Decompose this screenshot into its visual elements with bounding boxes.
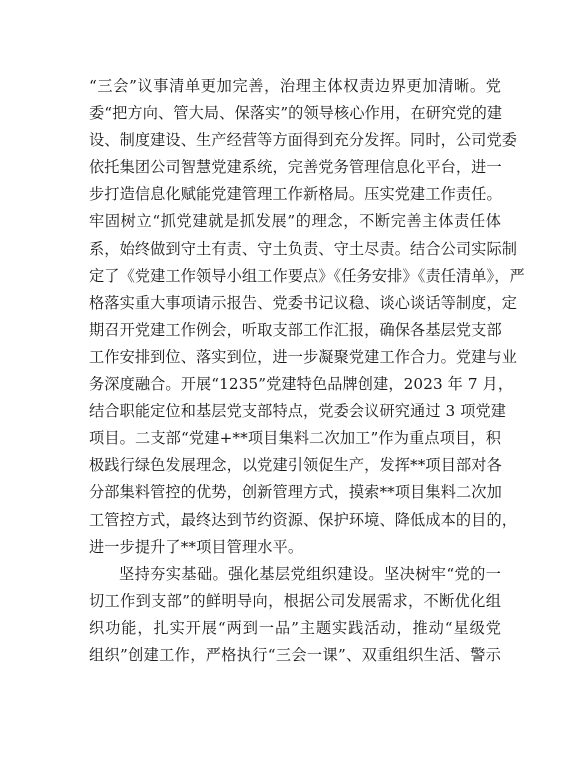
paragraph-1-line: 格落实重大事项请示报告、党委书记议稳、谈心谈话等制度，定 xyxy=(89,293,518,312)
paragraph-1-line: 务深度融合。开展“1235”党建特色品牌创建，2023 年 7 月， xyxy=(89,375,514,394)
paragraph-2 xyxy=(89,561,501,669)
paragraph-1-line: 分部集料管控的优势，创新管理方式，摸索**项目集料二次加 xyxy=(89,483,502,502)
paragraph-1-line: 工作安排到位、落实到位，进一步凝聚党建工作合力。党建与业 xyxy=(89,347,518,366)
paragraph-1-line: 牢固树立“抓党建就是抓发展”的理念，不断完善主体责任体 xyxy=(89,212,501,231)
paragraph-1-line: 委“把方向、管大局、保落实”的领导核心作用，在研究党的建 xyxy=(89,104,503,123)
paragraph-1-line: 极践行绿色发展理念，以党建引领促生产，发挥**项目部对各 xyxy=(89,456,502,475)
paragraph-2-line: 组织”创建工作，严格执行“三会一课”、双重组织生活、警示 xyxy=(89,646,501,665)
paragraph-1-line: 工管控方式，最终达到节约资源、保护环境、降低成本的目的， xyxy=(89,510,518,529)
paragraph-1-line: 设、制度建设、生产经营等方面得到充分发挥。同时，公司党委 xyxy=(89,131,518,150)
paragraph-2-line: 坚持夯实基础。强化基层党组织建设。坚决树牢“党的一 xyxy=(119,565,501,583)
paragraph-1-line: 结合职能定位和基层党支部特点，党委会议研究通过 3 项党建 xyxy=(89,402,507,421)
paragraph-1 xyxy=(89,73,525,561)
paragraph-2-line: 织功能，扎实开展“两到一品”主题实践活动，推动“星级党 xyxy=(89,619,501,638)
paragraph-1-line: 步打造信息化赋能党建管理工作新格局。压实党建工作责任。 xyxy=(89,185,502,204)
paragraph-1-line: 期召开党建工作例会，听取支部工作汇报，确保各基层党支部 xyxy=(89,320,502,339)
paragraph-1-line: 定了《党建工作领导小组工作要点》《任务安排》《责任清单》，严 xyxy=(89,266,525,285)
paragraph-1-line: “三会”议事清单更加完善，治理主体权责边界更加清晰。党 xyxy=(89,77,501,95)
paragraph-1-line: 项目。二支部“党建+**项目集料二次加工”作为重点项目，积 xyxy=(89,429,501,448)
paragraph-1-line: 依托集团公司智慧党建系统，完善党务管理信息化平台，进一 xyxy=(89,158,502,177)
paragraph-2-line: 切工作到支部”的鲜明导向，根据公司发展需求，不断优化组 xyxy=(89,592,501,611)
paragraph-1-line: 进一步提升了**项目管理水平。 xyxy=(89,537,304,556)
paragraph-1-line: 系，始终做到守土有责、守土负责、守土尽责。结合公司实际制 xyxy=(89,239,518,258)
